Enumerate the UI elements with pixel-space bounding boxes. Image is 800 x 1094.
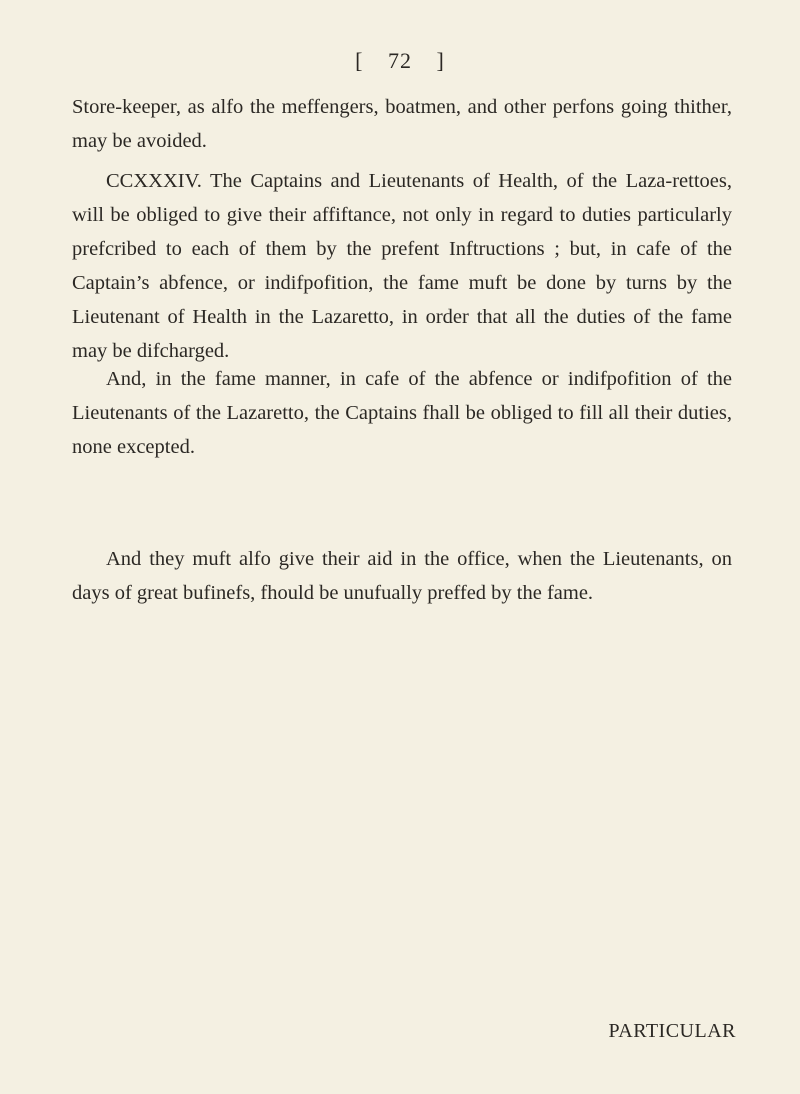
page-header [0,48,800,74]
catchword: PARTICULAR [608,1020,736,1042]
paragraph-lieutenants-absence: And, in the fame manner, in cafe of the abfence or indifpofition of the Lieutenants of the Lazaretto, the Captains fhall be obliged to fill all their duties, none excepted. [72,368,732,458]
header-bracket-open: [ [355,48,364,73]
paragraph-continuation: Store-keeper, as alfo the meffengers, boatmen, and other perfons going thither, may be avoided. [72,96,732,152]
paragraph-office-aid: And they muft alfo give their aid in the office, when the Lieutenants, on days of great bufinefs, fhould be unufually preffed by the fame. [72,548,732,604]
paragraph-article-ccxxxiv: CCXXXIV. The Captains and Lieutenants of Health, of the Laza-rettoes, will be obliged to give their affiftance, not only in regard to duties particularly prefcribed to each of them by the prefent Inftructions ; but, in cafe of the Captain’s abfence, or indifpofition, the fame muft be done by turns by the Lieutenant of Health in the Lazaretto, in order that all the duties of the fame may be difcharged. [72,170,732,362]
page-number: 72 [388,48,412,73]
header-bracket-close: ] [436,48,445,73]
